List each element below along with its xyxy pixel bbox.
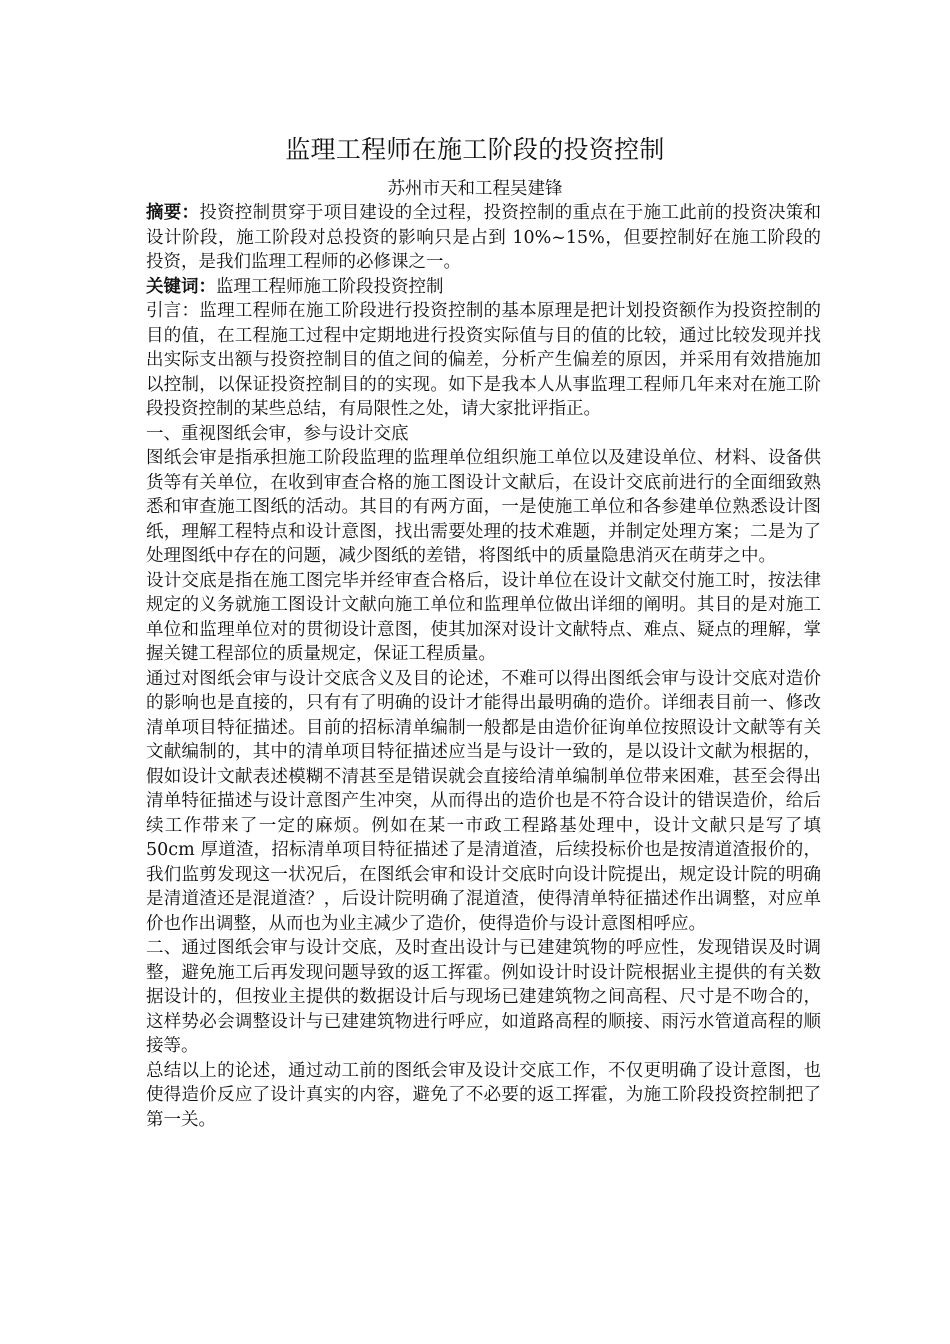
intro-paragraph: 引言：监理工程师在施工阶段进行投资控制的基本原理是把计划投资额作为投资控制的目的值，在工程施工过程中定期地进行投资实际值与目的值的比较，通过比较发现并找出实际支出额与投资控制目的值之间的偏差，分析产生偏差的原因，并采用有效措施加以控制，以保证投资控制目的的实现。如下是我本人从事监理工程师几年来对在施工阶段投资控制的某些总结，有局限性之处，请大家批评指正。 — [146, 301, 821, 419]
keywords-paragraph — [146, 275, 821, 300]
section-heading-1: 一、重视图纸会审，参与设计交底 — [146, 423, 409, 444]
keywords-label: 关键词： — [146, 276, 216, 297]
body-paragraph: 二、通过图纸会审与设计交底，及时查出设计与已建建筑物的呼应性，发现错误及时调整，避免施工后再发现问题导致的返工挥霍。例如设计时设计院根据业主提供的有关数据设计的，但按业主提供的数据设计后与现场已建建筑物之间高程、尺寸是不吻合的，这样势必会调整设计与已建建筑物进行呼应，如道路高程的顺接、雨污水管道高程的顺接等。 — [146, 938, 821, 1056]
abstract-text: 投资控制贯穿于项目建设的全过程，投资控制的重点在于施工此前的投资决策和设计阶段，施工阶段对总投资的影响只是占到 10%~15%，但要控制好在施工阶段的投资，是我们监理工程师的必修课之一。 — [146, 203, 821, 272]
document-body — [146, 201, 821, 1132]
body-paragraph: 设计交底是指在施工图完毕并经审查合格后，设计单位在设计文献交付施工时，按法律规定的义务就施工图设计文献向施工单位和监理单位做出详细的阐明。其目的是对施工单位和监理单位对的贯彻设计意图，使其加深对设计文献特点、难点、疑点的理解，掌握关键工程部位的质量规定，保证工程质量。 — [146, 570, 821, 664]
conclusion-paragraph: 总结以上的论述，通过动工前的图纸会审及设计交底工作，不仅更明确了设计意图，也使得造价反应了设计真实的内容，避免了不必要的返工挥霍，为施工阶段投资控制把了第一关。 — [146, 1060, 821, 1130]
abstract-paragraph — [146, 201, 821, 275]
document-author: 苏州市天和工程吴建锋 — [387, 179, 563, 199]
body-paragraph: 通过对图纸会审与设计交底含义及目的论述，不难可以得出图纸会审与设计交底对造价的影响也是直接的，只有有了明确的设计才能得出最明确的造价。详细表目前一、修改清单项目特征描述。目前的招标清单编制一般都是由造价征询单位按照设计文献等有关文献编制的，其中的清单项目特征描述应当是与设计一致的，是以设计文献为根据的，假如设计文献表述模糊不清甚至是错误就会直接给清单编制单位带来困难，甚至会得出清单特征描述与设计意图产生冲突，从而得出的造价也是不符合设计的错误造价，给后续工作带来了一定的麻烦。例如在某一市政工程路基处理中，设计文献只是写了填 50cm 厚道渣，招标清单项目特征描述了是清道渣，后续投标价也是按清道渣报价的，我们监剪发现这一状况后，在图纸会审和设计交底时向设计院提出，规定设计院的明确是清道渣还是混道渣？，后设计院明确了混道渣，使得清单特征描述作出调整，对应单价也作出调整，从而也为业主减少了造价，使得造价与设计意图相呼应。 — [146, 668, 821, 934]
body-paragraph: 图纸会审是指承担施工阶段监理的监理单位组织施工单位以及建设单位、材料、设备供货等有关单位，在收到审查合格的施工图设计文献后，在设计交底前进行的全面细致熟悉和审查施工图纸的活动。其目的有两方面，一是使施工单位和各参建单位熟悉设计图纸，理解工程特点和设计意图，找出需要处理的技术难题，并制定处理方案；二是为了处理图纸中存在的问题，减少图纸的差错，将图纸中的质量隐患消灭在萌芽之中。 — [146, 448, 821, 566]
document-title: 监理工程师在施工阶段的投资控制 — [285, 135, 665, 164]
abstract-label: 摘要： — [146, 203, 200, 223]
keywords-text: 监理工程师施工阶段投资控制 — [216, 276, 444, 297]
